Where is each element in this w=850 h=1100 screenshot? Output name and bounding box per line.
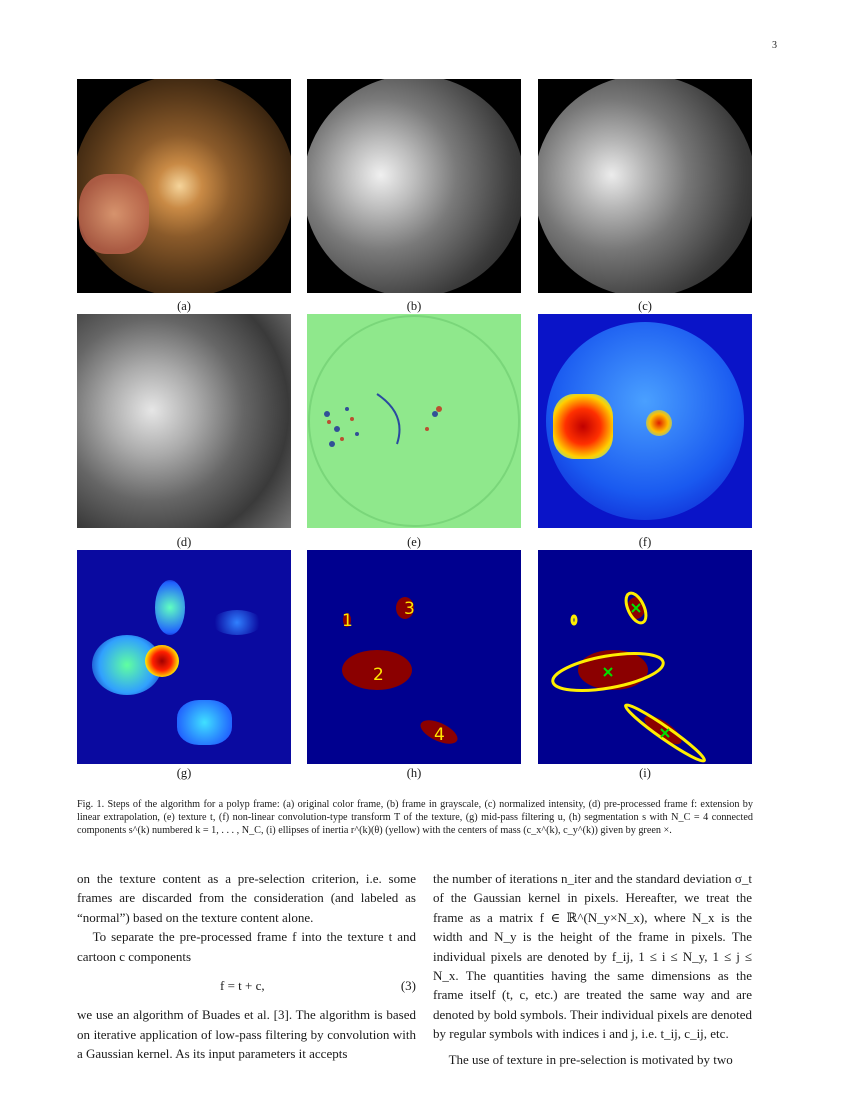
label-c: (c): [638, 299, 652, 313]
segment-number-1: 1: [342, 611, 353, 631]
figure-caption: Fig. 1. Steps of the algorithm for a polyp frame: (a) original color frame, (b) frame in grayscale, (c) normalized intensity, (d) pre-processed frame f: extension by linear extrapolation, (e) texture t, (f) non-linear convolution-type transform T of the texture, (g) mid-pass filtering u, (h) segmentation s with N_C = 4 connected components s^(k) numbered k = 1, . . . , N_C, (i) ellipses of inertia r^(k)(θ) (yellow) with the centers of mass (c_x^(k), c_y^(k)) given by green ×.: [77, 799, 753, 836]
panel-f-transform: [538, 314, 752, 528]
label-f: (f): [638, 535, 652, 549]
segment-number-3: 3: [404, 599, 415, 619]
label-d: (d): [176, 535, 192, 549]
panel-a-color-frame: [77, 79, 291, 293]
panel-d-preprocessed: [77, 314, 291, 528]
body-column-right: [433, 869, 752, 1069]
label-e: (e): [407, 535, 421, 549]
paragraph: The use of texture in pre-selection is motivated by two: [448, 1051, 733, 1067]
segment-number-4: 4: [434, 725, 445, 745]
label-h: (h): [406, 766, 422, 780]
equation-3: [77, 976, 416, 995]
panel-i-ellipses: [538, 550, 752, 764]
label-g: (g): [176, 766, 192, 780]
equation: f = t + c,: [220, 978, 265, 994]
ellipse-1: [572, 616, 576, 624]
equation-number: (3): [400, 978, 416, 994]
label-b: (b): [406, 299, 422, 313]
panel-e-texture: [307, 314, 521, 528]
label-a: (a): [177, 299, 191, 313]
body-column-left: [77, 869, 416, 1064]
panel-b-grayscale: [307, 79, 521, 293]
page-number: 3: [772, 40, 777, 51]
panel-g-midpass: [77, 550, 291, 764]
paragraph: on the texture content as a pre-selection criterion, i.e. some frames are discarded from the consideration (and labeled as “normal”) based on the texture content alone.: [77, 871, 416, 925]
paragraph: we use an algorithm of Buades et al. [3]. The algorithm is based on iterative application of low-pass filtering by convolution with a Gaussian kernel. As its input parameters it accepts: [77, 1007, 416, 1062]
panel-c-normalized: [538, 79, 752, 293]
panel-h-segmentation: [307, 550, 521, 764]
paragraph: To separate the pre-processed frame f into the texture t and cartoon c components: [77, 929, 416, 964]
label-i: (i): [639, 766, 651, 780]
paragraph: the number of iterations n_iter and the standard deviation σ_t of the Gaussian kernel in pixels. Hereafter, we treat the frame as a matrix f ∈ ℝ^(N_y×N_x), where N_x is the width and N_y is the height of the frame in pixels. The individual pixels are denoted by f_ij, 1 ≤ i ≤ N_y, 1 ≤ j ≤ N_x. The quantities having the same dimensions as the frame itself (t, c, etc.) are treated the same way and are denoted by bold symbols. Their individual pixels are denoted by regular symbols with indices i and j, i.e. t_ij, c_ij, etc.: [433, 871, 752, 1042]
segment-number-2: 2: [373, 665, 384, 685]
